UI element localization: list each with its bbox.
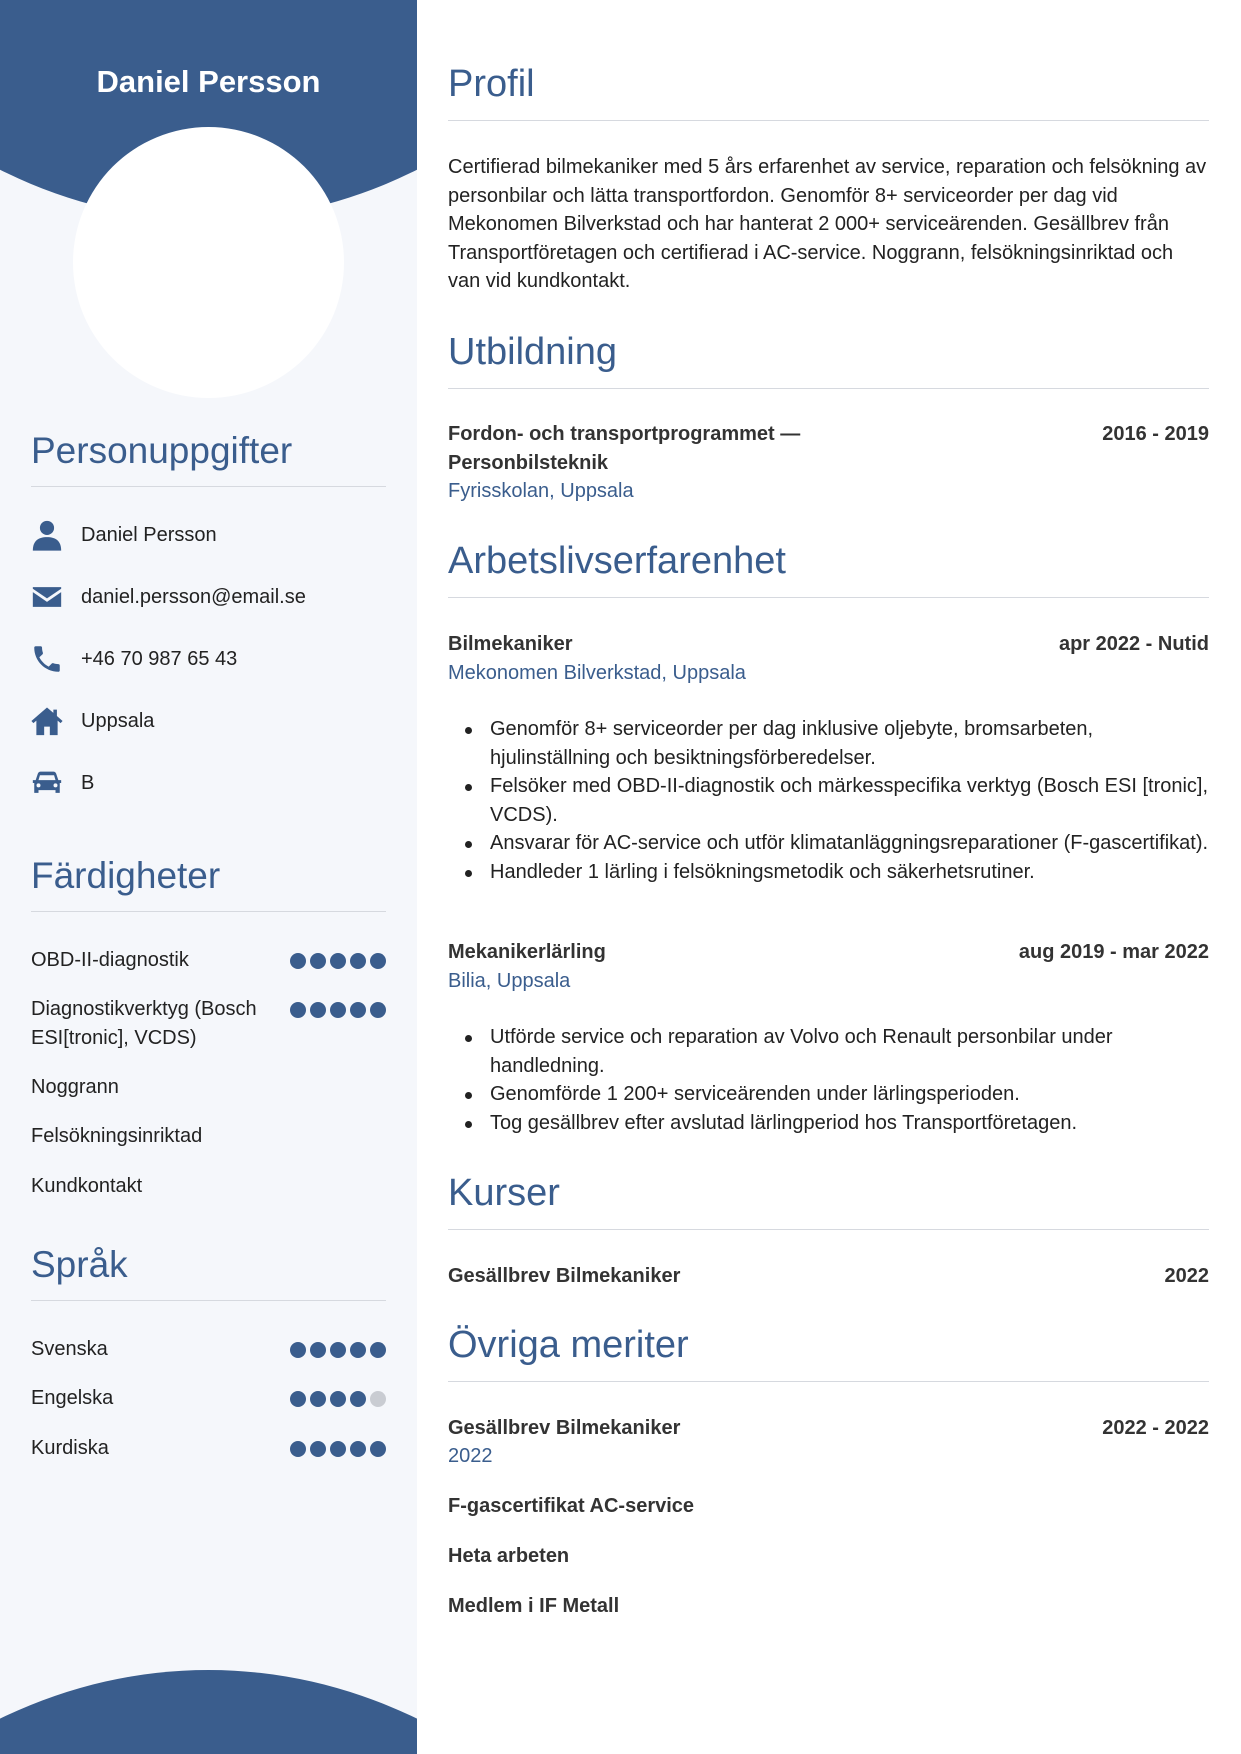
skill-label: Kundkontakt	[31, 1175, 143, 1197]
profile-heading: Profil	[448, 63, 1209, 121]
languages-heading: Språk	[31, 1244, 386, 1301]
list-item: Genomförde 1 200+ serviceärenden under lärlingsperioden.	[448, 1080, 1209, 1109]
list-item: Handleder 1 lärling i felsökningsmetodik och säkerhetsrutiner.	[448, 858, 1209, 887]
language-rating	[290, 1441, 386, 1457]
other-merits-heading: Övriga meriter	[448, 1324, 1209, 1382]
rating-dot-empty	[370, 1391, 386, 1407]
job-title: Mekanikerlärling	[448, 941, 606, 963]
rating-dot-filled	[310, 1441, 326, 1457]
language-rating	[290, 1391, 386, 1407]
language-label: Svenska	[31, 1338, 108, 1360]
merit-title: Heta arbeten	[448, 1545, 570, 1567]
rating-dot-filled	[290, 953, 306, 969]
merit-title: Gesällbrev Bilmekaniker	[448, 1417, 681, 1439]
rating-dot-filled	[330, 1342, 346, 1358]
list-item: Genomför 8+ serviceorder per dag inklusive oljebyte, bromsarbeten, hjulinställning och besiktningsförberedelser.	[448, 715, 1209, 772]
envelope-icon	[29, 579, 65, 615]
profile-text: Certifierad bilmekaniker med 5 års erfarenhet av service, reparation och felsökning av personbilar och lätta transportfordon. Genomför 8+ serviceorder per dag vid Mekonomen Bilverkstad och har hanterat 2 000+ serviceärenden. Gesällbrev från Transportföretagen och certifierad i AC-service. Noggrann, felsökningsinriktad och van vid kundkontakt.	[448, 156, 1207, 292]
skill-item	[31, 946, 386, 975]
rating-dot-filled	[370, 1441, 386, 1457]
car-icon	[29, 765, 65, 801]
contact-location	[29, 701, 154, 741]
candidate-name: Daniel Persson	[96, 64, 321, 99]
education-date: 2016 - 2019	[1102, 423, 1209, 445]
list-item: Utförde service och reparation av Volvo och Renault personbilar under handledning.	[448, 1023, 1209, 1080]
rating-dot-filled	[330, 953, 346, 969]
skill-item	[31, 1172, 386, 1201]
rating-dot-filled	[350, 1342, 366, 1358]
rating-dot-filled	[370, 1342, 386, 1358]
footer-arc	[0, 1670, 417, 1754]
skill-item	[31, 995, 386, 1053]
contact-email[interactable]	[29, 577, 306, 617]
rating-dot-filled	[350, 1391, 366, 1407]
contact-name	[29, 515, 217, 555]
language-rating	[290, 1342, 386, 1358]
skill-rating	[290, 953, 386, 969]
phone-icon	[29, 641, 65, 677]
rating-dot-filled	[290, 1342, 306, 1358]
sidebar	[0, 0, 417, 1754]
language-item	[31, 1434, 386, 1463]
skill-item	[31, 1122, 386, 1151]
job-date: apr 2022 - Nutid	[1058, 633, 1209, 655]
skill-label: Noggrann	[31, 1076, 119, 1098]
rating-dot-filled	[310, 1002, 326, 1018]
education-school: Fyrisskolan, Uppsala	[448, 480, 634, 502]
list-item: Felsöker med OBD-II-diagnostik och märkesspecifika verktyg (Bosch ESI [tronic], VCDS).	[448, 772, 1209, 829]
rating-dot-filled	[350, 1441, 366, 1457]
courses-heading: Kurser	[448, 1172, 1209, 1230]
course-title: Gesällbrev Bilmekaniker	[448, 1265, 681, 1287]
rating-dot-filled	[310, 1391, 326, 1407]
education-title: Fordon- och transportprogrammet — Personbilsteknik	[448, 423, 801, 474]
job-bullets	[448, 1023, 1209, 1137]
education-heading: Utbildning	[448, 331, 1209, 389]
rating-dot-filled	[370, 1002, 386, 1018]
rating-dot-filled	[290, 1391, 306, 1407]
skill-label: OBD-II-diagnostik	[31, 949, 189, 971]
rating-dot-filled	[290, 1002, 306, 1018]
course-date: 2022	[1164, 1265, 1209, 1287]
contact-phone-text[interactable]: +46 70 987 65 43	[81, 647, 238, 670]
list-item: Tog gesällbrev efter avslutad lärlingperiod hos Transportföretagen.	[448, 1109, 1209, 1138]
job-date: aug 2019 - mar 2022	[1018, 941, 1209, 963]
merit-title: Medlem i IF Metall	[448, 1595, 620, 1617]
job-company: Bilia, Uppsala	[448, 970, 571, 992]
home-icon	[29, 703, 65, 739]
personal-info-heading: Personuppgifter	[31, 430, 386, 487]
rating-dot-filled	[350, 1002, 366, 1018]
person-icon	[29, 517, 65, 553]
rating-dot-filled	[370, 953, 386, 969]
rating-dot-filled	[310, 953, 326, 969]
merit-title: F-gascertifikat AC-service	[448, 1495, 695, 1517]
skills-heading: Färdigheter	[31, 855, 386, 912]
skill-label: Felsökningsinriktad	[31, 1125, 203, 1147]
skill-label: Diagnostikverktyg (Bosch ESI[tronic], VCDS)	[31, 998, 257, 1049]
rating-dot-filled	[350, 953, 366, 969]
skill-item	[31, 1073, 386, 1102]
language-label: Kurdiska	[31, 1437, 109, 1459]
job-title: Bilmekaniker	[448, 633, 573, 655]
rating-dot-filled	[330, 1391, 346, 1407]
job-bullets	[448, 715, 1209, 886]
contact-license-text: B	[81, 771, 95, 794]
rating-dot-filled	[290, 1441, 306, 1457]
contact-license	[29, 763, 94, 803]
list-item: Ansvarar för AC-service och utför klimatanläggningsreparationer (F-gascertifikat).	[448, 829, 1209, 858]
language-label: Engelska	[31, 1387, 114, 1409]
contact-phone[interactable]	[29, 639, 237, 679]
contact-name-text: Daniel Persson	[81, 523, 217, 546]
profile-photo-placeholder	[73, 127, 344, 398]
rating-dot-filled	[330, 1441, 346, 1457]
merit-date: 2022 - 2022	[1102, 1417, 1209, 1439]
language-item	[31, 1335, 386, 1364]
rating-dot-filled	[310, 1342, 326, 1358]
language-item	[31, 1384, 386, 1413]
rating-dot-filled	[330, 1002, 346, 1018]
merit-sub: 2022	[448, 1445, 493, 1467]
skill-rating	[290, 1002, 386, 1018]
work-heading: Arbetslivserfarenhet	[448, 540, 1209, 598]
job-company: Mekonomen Bilverkstad, Uppsala	[448, 662, 746, 684]
contact-email-text[interactable]: daniel.persson@email.se	[81, 585, 306, 608]
contact-location-text: Uppsala	[81, 709, 155, 732]
